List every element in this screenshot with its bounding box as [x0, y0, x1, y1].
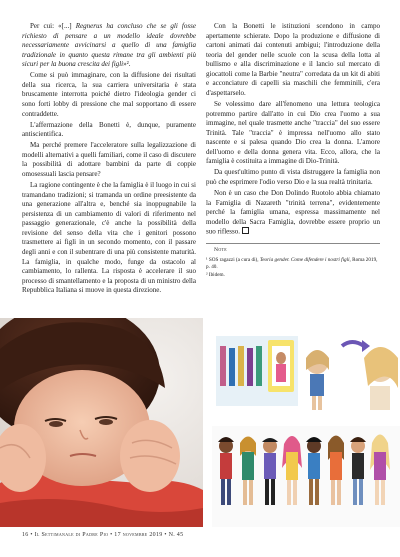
paragraph-question: Ma perché premere l'acceleratore sulla legalizzazione di modelli alternativi a quelli familiari, come il caso di discutere la possibilità di adottare bambini da parte di coppie omosessuali lascia pensare?: [22, 141, 196, 178]
footnote-1-prefix: ¹ SOS ragazzi (a cura di),: [206, 257, 260, 264]
issue-number: N. 45: [168, 532, 184, 538]
paragraph-family-tradition: La ragione contingente è che la famiglia è il luogo in cui si tramandano tradizioni; si tramanda un ordine preesistente da una generazione all'altra e, benché sia inoppugnabile la persistenza di un cambiamento di valori di riferimento nel passaggio generazionale, c'è anche la possibilità della revisione del senso della vita che i genitori possono trasmettere ai figli in un secondo momento, con il passare degli anni e con il subentrare di una più consistente maturità. La famiglia, in qualche modo, funge da ostacolo al cambiamento, lo rallenta. La risposta è accelerare il suo processo di smantellamento e la proposta di un ministro della Repubblica Italiana si muove in questa direzione.: [22, 181, 196, 295]
paragraph-antiscientific: L'affermazione della Bonetti è, dunque, puramente antiscientifica.: [22, 120, 196, 139]
child-photo: [0, 318, 203, 527]
quote-lead: Per cui: «[...]: [30, 22, 76, 30]
regnerus-quote: Regnerus ha concluso che se gli fosse richiesto di pensare a un modello ideale dovrebbe necessariamente avvicinarsi a quello di una famiglia tradizionale in quanto questa rimane tra gli ambienti più sicuri per la buona crescita dei figli: [22, 22, 197, 69]
footnote-1-title: Teoria gender. Come difendere i nostri figli: [259, 257, 350, 264]
footnotes-title: Note: [214, 247, 228, 254]
page-number: 16: [22, 532, 29, 538]
dolindo-text: Non è un caso che Don Dolindo Ruotolo abbia chiamato la Famiglia di Nazareth "trinità terrena", evidentemente perché la famiglia umana, espressa massimamente nel modello della Sacra Famiglia, dovrebbe essere proprio un suo riflesso.: [206, 189, 380, 236]
dolls-collage-illustration: [212, 328, 400, 527]
right-text-column: [206, 22, 380, 278]
footer-separator: •: [28, 532, 35, 538]
footer-separator: •: [108, 532, 115, 538]
quote-tail: »².: [123, 60, 131, 69]
paragraph-regnerus-quote: [22, 22, 196, 70]
paragraph-dolindo: [206, 189, 380, 237]
paragraph-career: Come si può immaginare, con la diffusione dei risultati della sua ricerca, la sua carriera universitaria è stata bruscamente interrotta poiché dietro l'ideologia gender ci sono forti lobby di pressione che mal sopportano di essere contraddette.: [22, 71, 196, 118]
dolls-collage: [212, 328, 400, 527]
magazine-name: Il Settimanale di Padre Pio: [34, 532, 109, 538]
footer-separator: •: [162, 532, 169, 538]
paragraph-destroy-family: Da quest'ultimo punto di vista distruggere la famiglia non può che esprimere l'odio verso Dio e la sua realtà trinitaria.: [206, 168, 380, 186]
end-of-article-mark: [242, 227, 249, 234]
paragraph-institutions: Con la Bonetti le istituzioni scendono in campo apertamente schierate. Dopo la produzione e diffusione di cartoni animati dai contenuti ambigui; l'introduzione della teoria del gender nelle scuole con la scusa della lotta al bullismo e alla discriminazione e il lancio sul mercato di giocattoli come la Barbie "neutra" corredata da un kit di abiti e acconciature di capelli sia maschili che femminili, c'era d'aspettarselo.: [206, 22, 380, 97]
footnotes: [206, 243, 380, 278]
footnote-1: [206, 257, 380, 270]
footnote-1-suffix: , Roma 2019, p. 40.: [206, 257, 378, 270]
paragraph-theology: Se volessimo dare all'fenomeno una lettura teologica potremmo partire dall'atto in cui Dio crea l'uomo a sua immagine, nel quale trasmette anche "traccia" del suo essere Trinità. Tale "traccia" è impressa nell'uomo allo stato nascente e si palesa quando Dio crea la donna. L'amore dell'uomo e della donna genera vita. Ecco, allora, che la famiglia è costituita a immagine di Dio-Trinità.: [206, 99, 380, 166]
footnote-2: ² Ibidem.: [206, 271, 225, 278]
child-photo-illustration: [0, 318, 203, 527]
page-footer: [22, 532, 382, 538]
issue-date: 17 novembre 2019: [114, 532, 163, 538]
left-text-column: [22, 22, 196, 296]
